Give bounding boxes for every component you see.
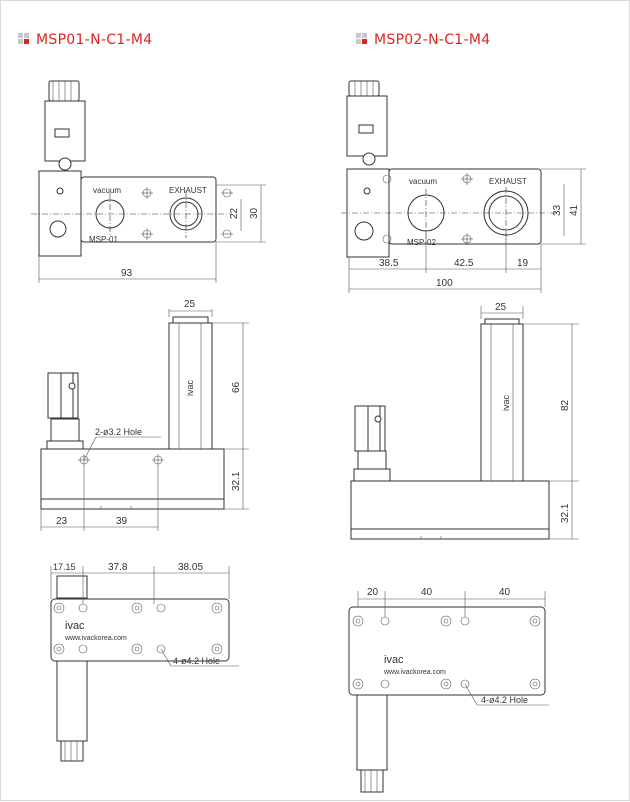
- dim-25: 25: [495, 302, 507, 313]
- dim-40-b: 40: [499, 587, 511, 598]
- right-title: MSP02-N-C1-M4: [356, 32, 490, 48]
- technical-drawing: [1, 1, 630, 802]
- right-top-view: [341, 81, 586, 293]
- dim-30: 30: [249, 207, 260, 219]
- hole-note: 4-ø4.2 Hole: [481, 695, 529, 705]
- right-bottom-view: [349, 587, 549, 792]
- left-bottom-view: [51, 562, 239, 761]
- dim-42-5: 42.5: [454, 258, 474, 269]
- dim-19: 19: [517, 258, 529, 269]
- dim-93: 93: [121, 268, 133, 279]
- label-model: MSP-01: [89, 235, 118, 244]
- left-side-view: [41, 299, 249, 531]
- dim-38-05: 38.05: [178, 562, 204, 573]
- label-model: MSP-02: [407, 238, 436, 247]
- dim-40-a: 40: [421, 587, 433, 598]
- dim-41: 41: [569, 204, 580, 216]
- dim-33: 33: [552, 204, 563, 216]
- dim-66: 66: [231, 381, 242, 393]
- label-exhaust: EXHAUST: [489, 177, 527, 186]
- brand-label: ivac: [65, 620, 85, 632]
- hole-note: 2-ø3.2 Hole: [95, 427, 143, 437]
- label-vacuum: vacuum: [93, 186, 122, 195]
- dim-32-1: 32.1: [231, 471, 242, 491]
- brand-label: ivac: [501, 394, 511, 411]
- website-label: www.ivackorea.com: [384, 669, 446, 676]
- dim-20: 20: [367, 587, 379, 598]
- website-label: www.ivackorea.com: [65, 635, 127, 642]
- hole-note: 4-ø4.2 Hole: [173, 656, 221, 666]
- dim-22: 22: [229, 207, 240, 219]
- label-vacuum: vacuum: [409, 177, 438, 186]
- dim-17-15: 17.15: [53, 562, 76, 572]
- left-top-view: [31, 81, 266, 283]
- dim-100: 100: [436, 278, 453, 289]
- brand-label: ivac: [185, 379, 195, 396]
- right-side-view: [351, 302, 579, 539]
- dim-25: 25: [184, 299, 196, 310]
- dim-23: 23: [56, 516, 68, 527]
- brand-label: ivac: [384, 654, 404, 666]
- dim-37-8: 37.8: [108, 562, 128, 573]
- label-exhaust: EXHAUST: [169, 186, 207, 195]
- left-title: MSP01-N-C1-M4: [18, 32, 152, 48]
- dim-82: 82: [560, 399, 571, 411]
- dim-39: 39: [116, 516, 128, 527]
- dim-32-1: 32.1: [560, 503, 571, 523]
- dim-38-5: 38.5: [379, 258, 399, 269]
